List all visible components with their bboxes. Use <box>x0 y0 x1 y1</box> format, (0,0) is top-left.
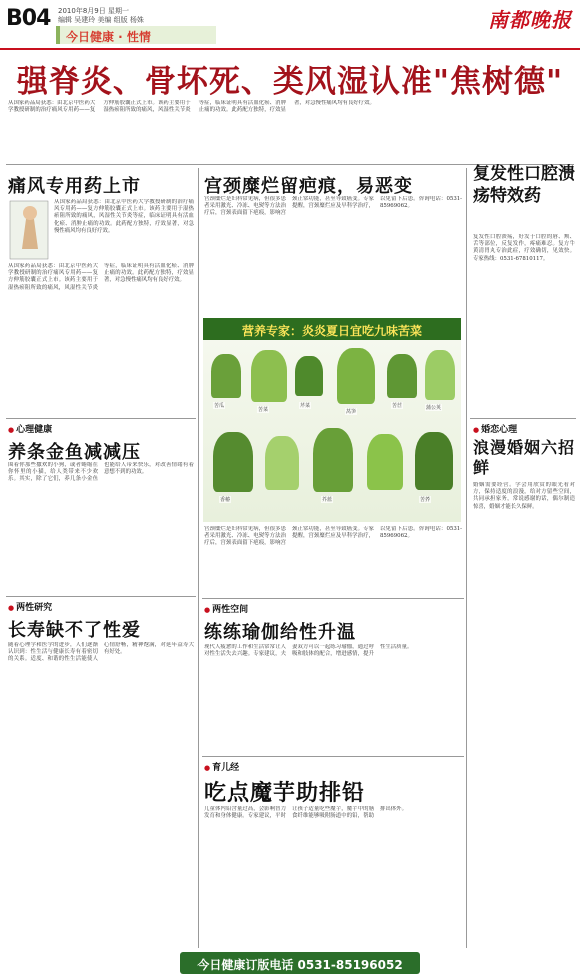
veg-label: 蒲公英 <box>426 405 442 411</box>
masthead-logo: 南都晚报 <box>488 8 572 32</box>
article-title: 复发性口腔溃疡特效药 <box>473 164 575 206</box>
veg-label: 芥蓝 <box>322 497 333 503</box>
article-kicker: ● 育儿经 <box>204 760 239 773</box>
article-kicker: ● 婚恋心理 <box>473 422 517 435</box>
section-label: 今日健康 · 性情 <box>56 26 216 44</box>
veg-label: 苦荞 <box>420 497 431 503</box>
header-divider <box>0 48 580 50</box>
article-title: 痛风专用药上市 <box>8 176 141 197</box>
divider <box>202 756 464 757</box>
article-body: 宫颈糜烂是妇科常见病，但很多患者采用激光、冷冻、电熨等方法治疗后，宫颈表面留下疤痕，影响宫颈正常功能，甚至导致癌变。专家提醒，宫颈糜烂应及早科学治疗，以免留下后患。咨询电话：0531-85969062。 <box>204 196 462 217</box>
article-kicker: ● 两性空间 <box>204 602 248 615</box>
article-title: 宫颈糜烂留疤痕，易恶变 <box>204 176 413 197</box>
article-title: 吃点魔芋助排铅 <box>204 781 366 806</box>
page-header <box>0 0 580 48</box>
divider <box>202 598 464 599</box>
page-number: B04 <box>6 6 51 31</box>
issue-date: 2010年8月9日 星期一 <box>58 7 129 15</box>
article-body: 婚姻需要经营。学会用欣赏的眼光看对方，保持适度的浪漫，给对方留些空间，共同承担家务，常说感谢的话，偶尔制造惊喜，婚姻才能长久保鲜。 <box>473 482 575 510</box>
vegetable-ad-image <box>203 340 461 522</box>
veg-label: 苦菜 <box>258 407 269 413</box>
veg-label: 苦苣 <box>392 403 403 409</box>
article-kicker: ● 两性研究 <box>8 600 52 613</box>
subscription-hotline: 今日健康订版电话 0531-85196052 <box>180 952 420 974</box>
article-title: 练练瑜伽给性升温 <box>204 622 356 643</box>
issue-meta <box>58 7 144 25</box>
column-divider <box>198 168 199 948</box>
article-body: 宫颈糜烂是妇科常见病，但很多患者采用激光、冷冻、电熨等方法治疗后，宫颈表面留下疤痕，影响宫颈正常功能，甚至导致癌变。专家提醒，宫颈糜烂应及早科学治疗，以免留下后患。咨询电话：0531-85969062。 <box>204 526 462 547</box>
article-title: 长寿缺不了性爱 <box>8 620 141 641</box>
article-body: 儿童体内铅含量过高，会影响智力发育和身体健康。专家建议，平时让孩子适量吃些魔芋，魔芋中的膳食纤维能够吸附肠道中的铅，帮助排出体外。 <box>204 806 407 820</box>
divider <box>470 418 576 419</box>
article-body: 复发性口腔溃疡，好发于口腔的唇、颊、舌等部位，反复发作，疼痛难忍。复方牛黄清胃丸专治此症，疗效确切，见效快。专家热线：0531-67810117。 <box>473 234 575 262</box>
veg-label: 苦瓜 <box>214 403 225 409</box>
veg-label: 芹菜 <box>300 403 311 409</box>
veg-label: 香椿 <box>220 497 231 503</box>
article-body: 从国家药品局获悉：由北京中医药大学教授研制的治疗痛风专用药——复方伸筋胶囊正式上市。该药主要用于湿热瘀阻所致的痛风，风湿性关节炎等症，临床证明具有活血化瘀、消肿止痛的功效。此药配方独特，疗效显著，对急慢性痛风均有良好疗效。 <box>8 263 194 291</box>
column-divider <box>466 168 467 948</box>
article-body: 随着心理学和医学的进步，人们逐渐认识到：性生活与健康长寿有着密切的关系。适度、和谐的性生活能使人心情舒畅，精神饱满，对延年益寿大有好处。 <box>8 642 194 663</box>
article-title: 养条金鱼减减压 <box>8 442 141 463</box>
article-body: 围着你那些撒欢的小狗，或者蜷缩在你怀里的小猫，给人类带来不少欢乐。其实，除了它们，养几条小金鱼也能给人带来快乐，对改善情绪有着意想不到的功效。 <box>8 462 194 483</box>
issue-editors: 编辑 吴建玲 美编 组版 杨姝 <box>58 16 144 24</box>
divider <box>6 418 196 419</box>
lead-story-body: 从国家药品局获悉：由北京中医药大学教授研制的治疗痛风专用药——复方伸筋胶囊正式上市。该药主要用于湿热瘀阻所致的痛风，风湿性关节炎等症，临床证明具有活血化瘀、消肿止痛的功效。此药配方独特，疗效显著，对急慢性痛风均有良好疗效。 <box>8 100 375 114</box>
ad-banner: 营养专家：炎炎夏日宜吃九味苦菜 <box>203 318 461 340</box>
veg-label: 莴笋 <box>346 409 357 415</box>
article-title: 浪漫婚姻六招鲜 <box>473 438 576 477</box>
main-headline: 强脊炎、骨坏死、类风湿认准"焦树德" <box>16 64 564 100</box>
article-body: 现代人疲惫的工作和生活常常让人对性生活失去兴趣。专家建议，夫妻双方可以一起练习瑜伽，通过呼吸和肢体的配合，增进感情，提升性生活质量。 <box>204 644 413 658</box>
article-body: 从国家药品局获悉：由北京中医药大学教授研制的治疗痛风专用药——复方伸筋胶囊正式上市。该药主要用于湿热瘀阻所致的痛风，风湿性关节炎等症，临床证明具有活血化瘀、消肿止痛的功效。此药配方独特，疗效显著，对急慢性痛风均有良好疗效。 <box>54 199 194 234</box>
article-kicker: ● 心理健康 <box>8 422 52 435</box>
divider <box>6 596 196 597</box>
gout-illustration <box>8 199 50 261</box>
